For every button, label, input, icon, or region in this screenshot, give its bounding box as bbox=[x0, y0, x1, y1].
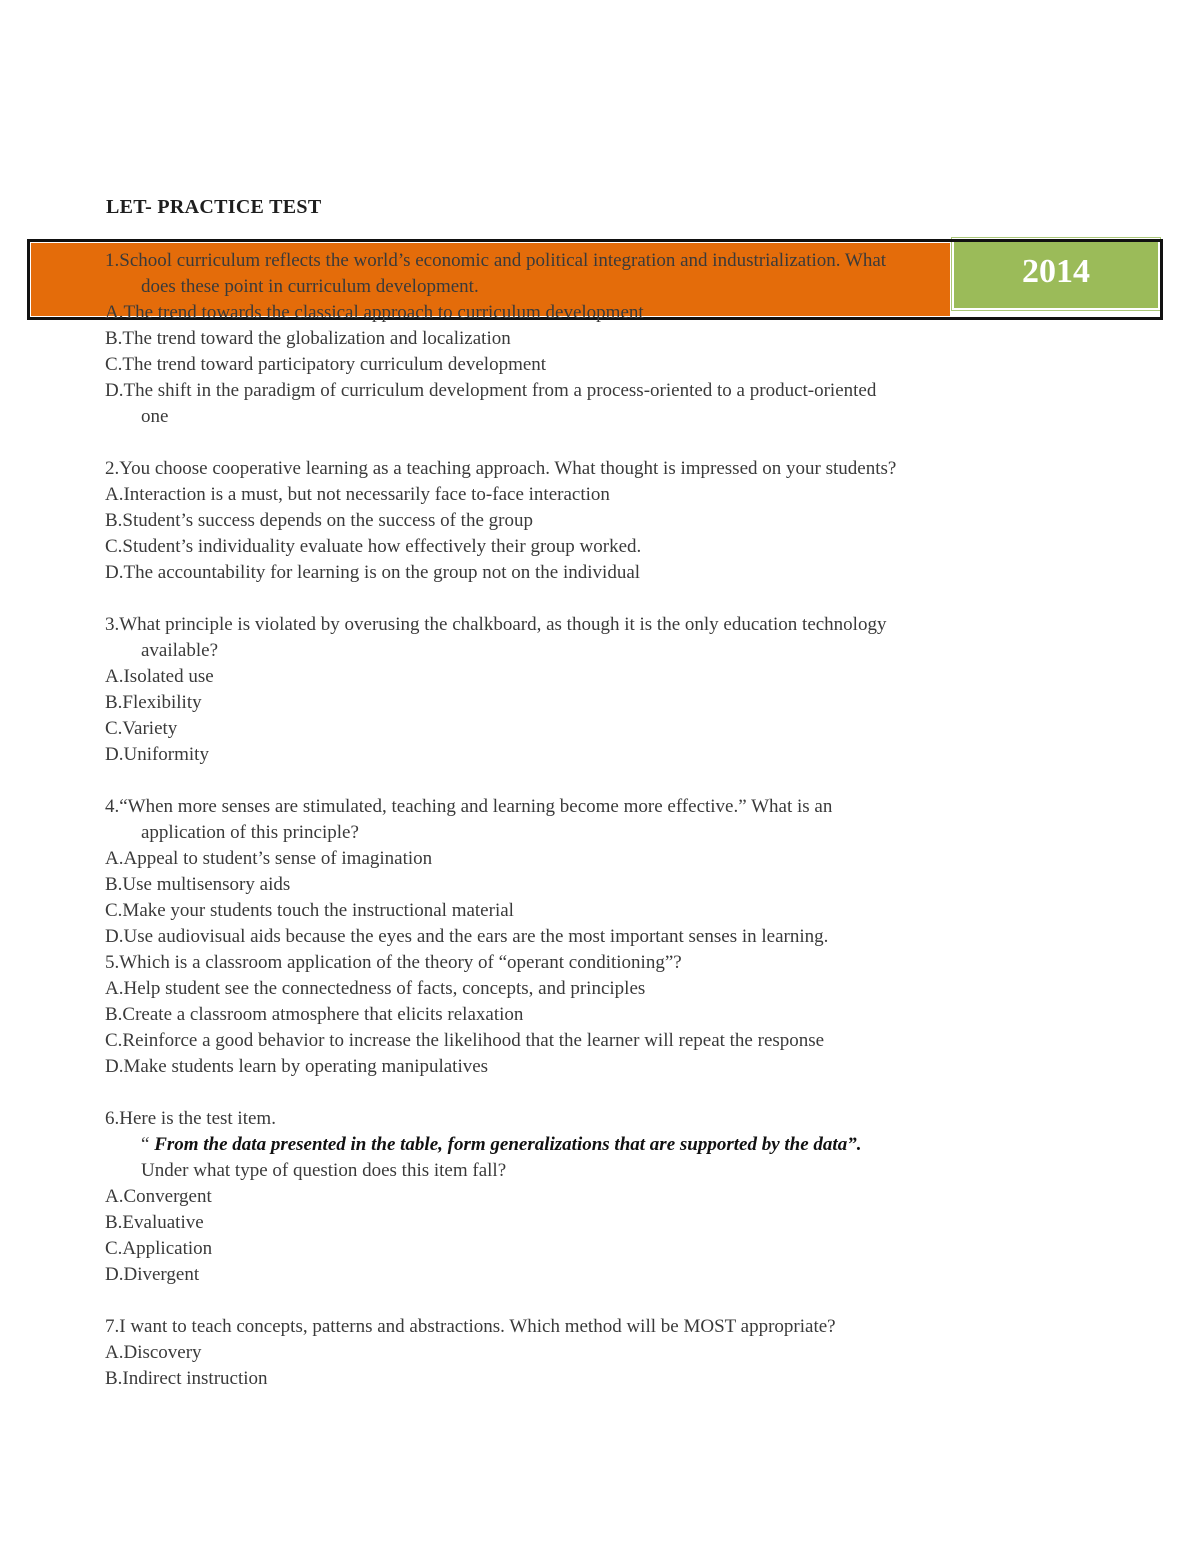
option-a: A.Convergent bbox=[105, 1186, 212, 1207]
question-stem: 7.I want to teach concepts, patterns and abstractions. Which method will be MOST appropriate? bbox=[105, 1316, 836, 1337]
option-a: A.Help student see the connectedness of facts, concepts, and principles bbox=[105, 978, 646, 999]
question-stem-continued: does these point in curriculum development. bbox=[141, 276, 479, 297]
option-d: D.The accountability for learning is on the group not on the individual bbox=[105, 562, 641, 583]
year-label: 2014 bbox=[1022, 253, 1090, 290]
option-c: C.Variety bbox=[105, 718, 178, 739]
option-a: A.Discovery bbox=[105, 1342, 202, 1363]
question-5 bbox=[105, 950, 1085, 1080]
option-a: A.The trend towards the classical approach to curriculum development bbox=[105, 302, 644, 323]
option-d: D.Uniformity bbox=[105, 744, 209, 765]
question-6 bbox=[105, 1106, 1085, 1288]
option-a: A.Appeal to student’s sense of imagination bbox=[105, 848, 433, 869]
option-c: C.Make your students touch the instructional material bbox=[105, 900, 514, 921]
option-b: B.Create a classroom atmosphere that elicits relaxation bbox=[105, 1004, 524, 1025]
question-4 bbox=[105, 794, 1085, 950]
option-d-continued: one bbox=[141, 406, 169, 427]
option-d: D.The shift in the paradigm of curriculum development from a process-oriented to a product-oriented bbox=[105, 380, 877, 401]
question-stem: 5.Which is a classroom application of the theory of “operant conditioning”? bbox=[105, 952, 682, 973]
option-c: C.Application bbox=[105, 1238, 213, 1259]
question-quote bbox=[105, 1132, 1085, 1158]
question-stem-continued: application of this principle? bbox=[141, 822, 359, 843]
option-b: B.Evaluative bbox=[105, 1212, 204, 1233]
option-b: B.Student’s success depends on the success of the group bbox=[105, 510, 533, 531]
option-b: B.The trend toward the globalization and localization bbox=[105, 328, 511, 349]
option-b: B.Flexibility bbox=[105, 692, 202, 713]
option-b: B.Use multisensory aids bbox=[105, 874, 291, 895]
question-stem: 3.What principle is violated by overusing the chalkboard, as though it is the only education technology bbox=[105, 614, 887, 635]
option-c: C.Reinforce a good behavior to increase the likelihood that the learner will repeat the response bbox=[105, 1030, 825, 1051]
question-stem: 2.You choose cooperative learning as a teaching approach. What thought is impressed on your students? bbox=[105, 458, 897, 479]
question-stem: 6.Here is the test item. bbox=[105, 1108, 276, 1129]
question-7 bbox=[105, 1314, 1085, 1392]
question-stem-continued: Under what type of question does this item fall? bbox=[141, 1160, 507, 1181]
option-a: A.Isolated use bbox=[105, 666, 214, 687]
question-list bbox=[105, 248, 1085, 1392]
option-d: D.Use audiovisual aids because the eyes and the ears are the most important senses in learning. bbox=[105, 926, 829, 947]
question-1 bbox=[105, 248, 1085, 430]
option-b: B.Indirect instruction bbox=[105, 1368, 268, 1389]
option-d: D.Divergent bbox=[105, 1264, 200, 1285]
option-a: A.Interaction is a must, but not necessarily face to-face interaction bbox=[105, 484, 610, 505]
question-3 bbox=[105, 612, 1085, 768]
question-stem: 1.School curriculum reflects the world’s economic and political integration and industrialization. What bbox=[105, 250, 887, 271]
page-title: LET- PRACTICE TEST bbox=[106, 196, 322, 218]
question-2 bbox=[105, 456, 1085, 586]
quote-open-mark: “ bbox=[141, 1134, 155, 1155]
option-c: C.The trend toward participatory curriculum development bbox=[105, 354, 547, 375]
question-stem-continued: available? bbox=[141, 640, 219, 661]
option-c: C.Student’s individuality evaluate how effectively their group worked. bbox=[105, 536, 642, 557]
quote-text: From the data presented in the table, form generalizations that are supported by the data”. bbox=[154, 1134, 862, 1155]
option-d: D.Make students learn by operating manipulatives bbox=[105, 1056, 489, 1077]
question-stem: 4.“When more senses are stimulated, teaching and learning become more effective.” What is an bbox=[105, 796, 833, 817]
